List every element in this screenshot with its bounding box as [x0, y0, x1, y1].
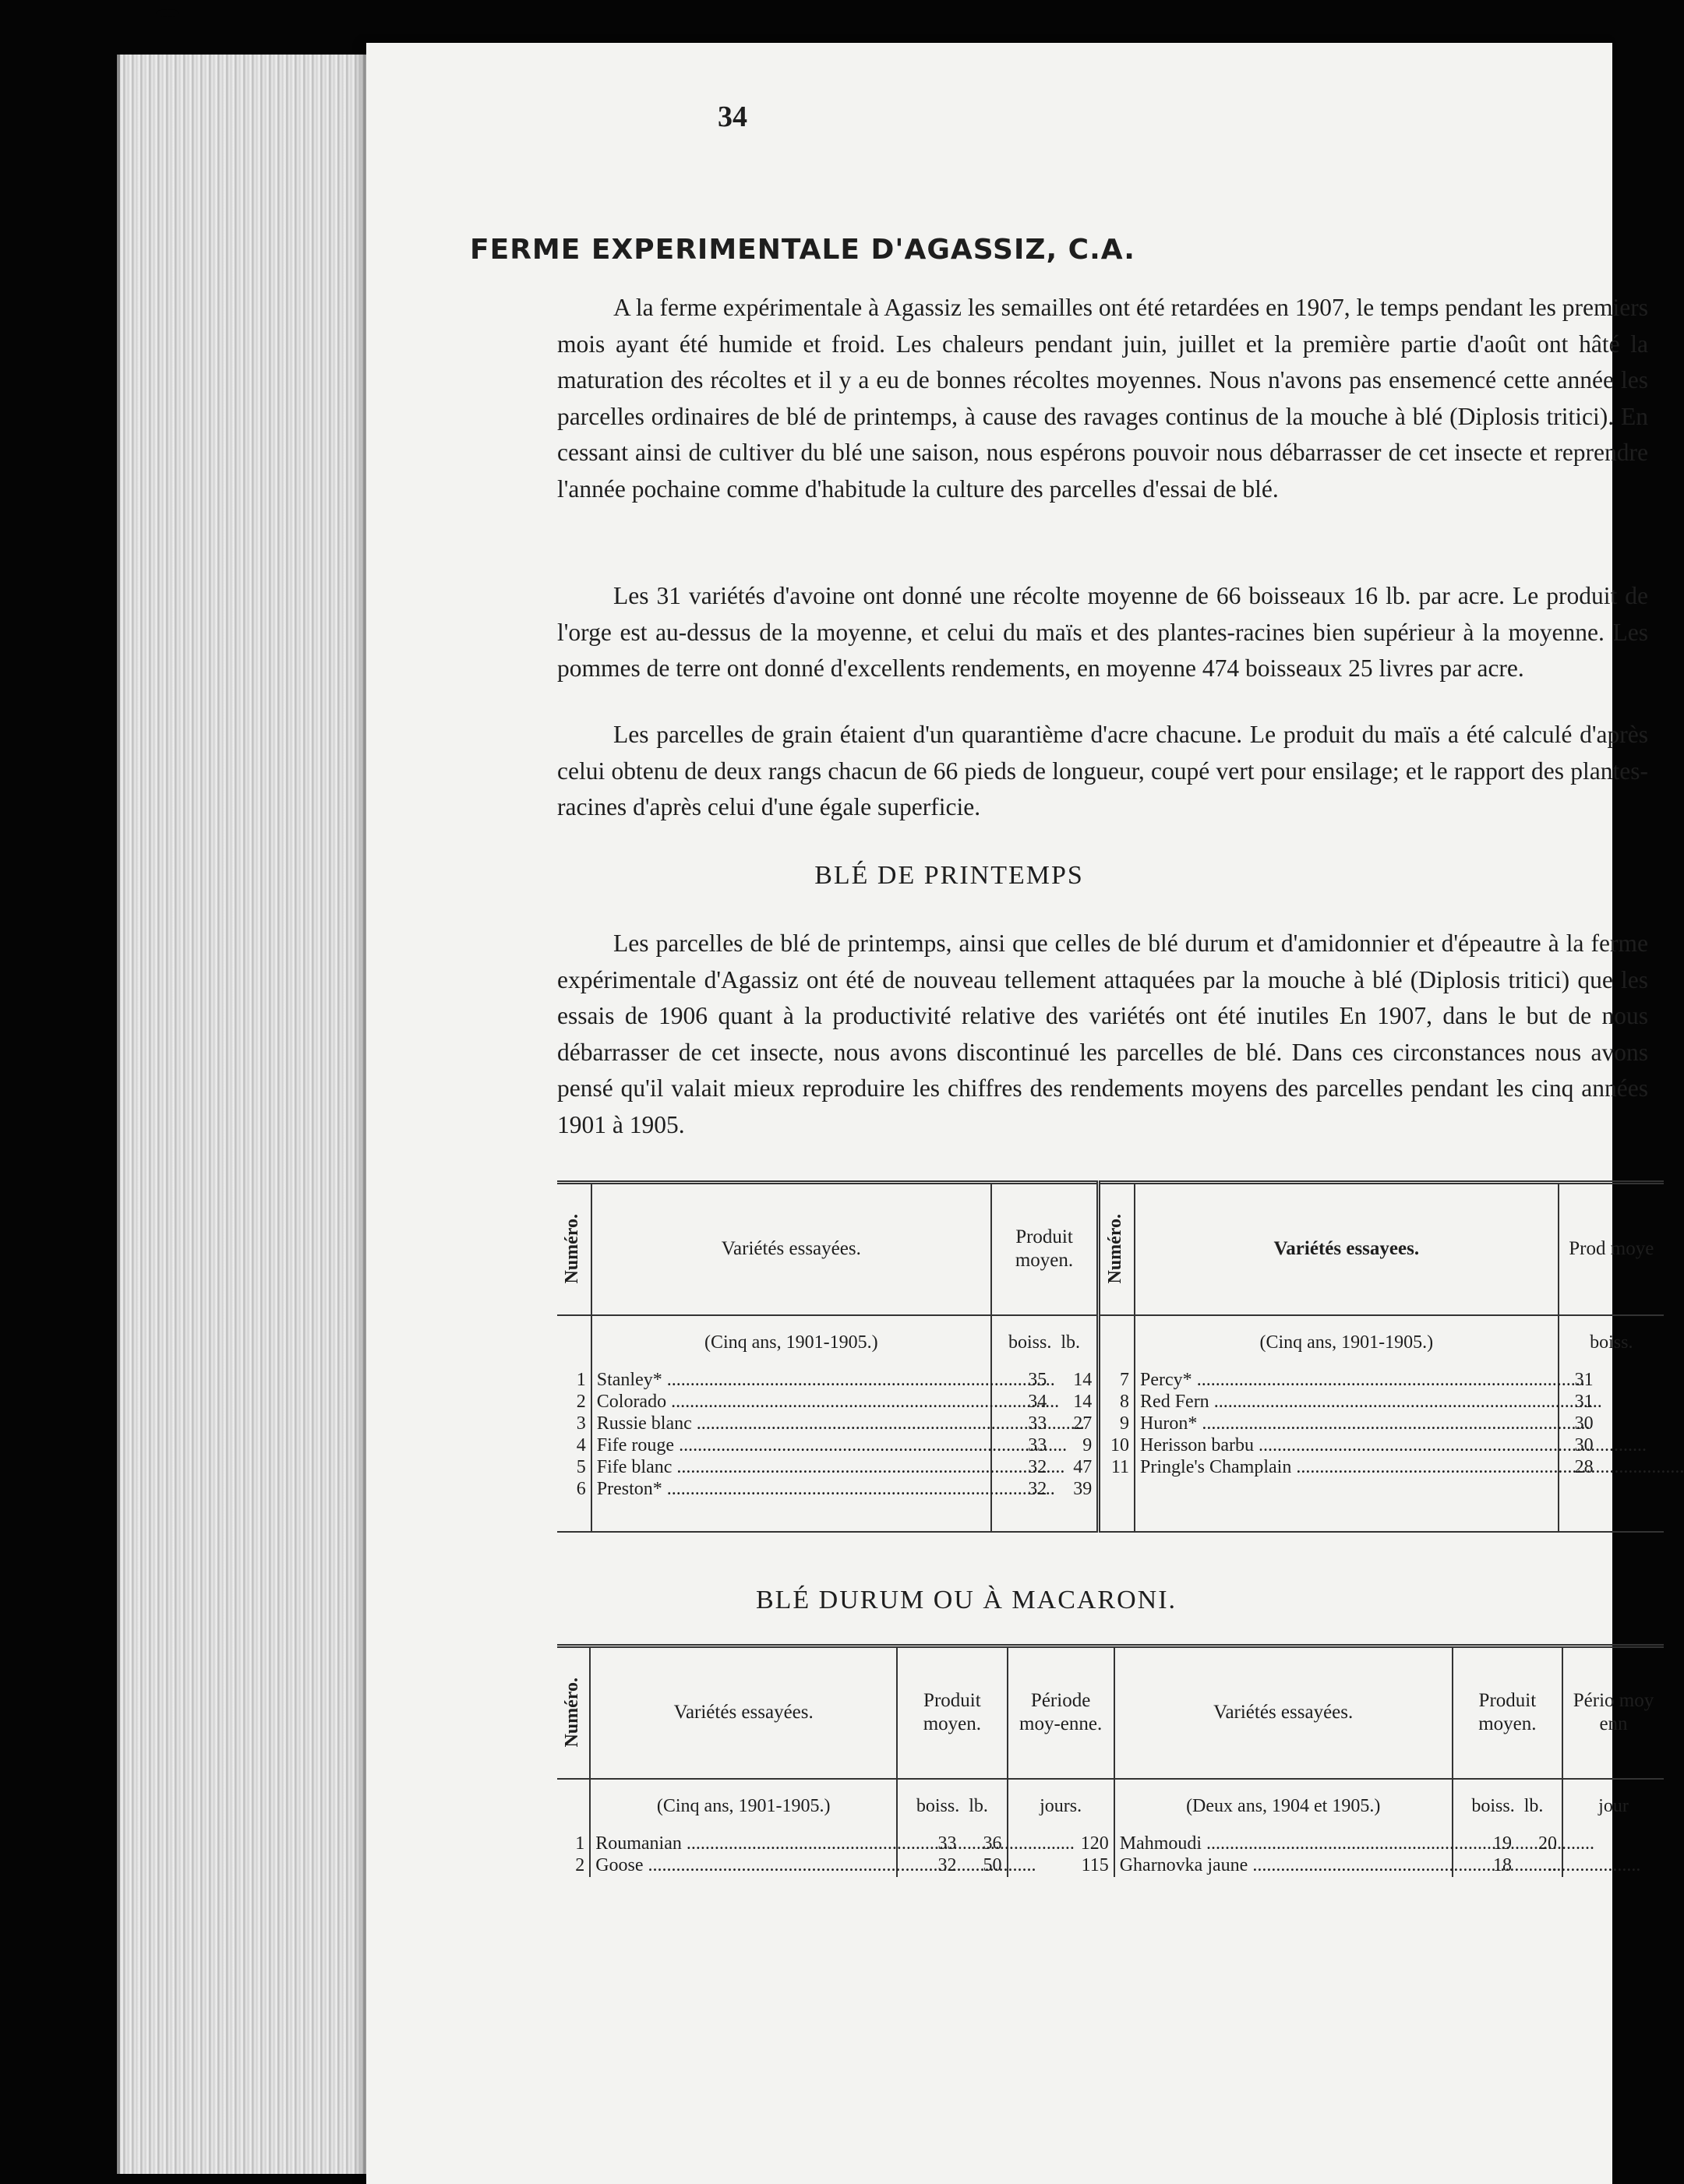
row-number-2: 9 [1099, 1413, 1135, 1435]
col-header-produit: Produit moyen. [897, 1646, 1007, 1779]
table-row [557, 1855, 1664, 1877]
subheader-years: (Cinq ans, 1901-1905.) [591, 1315, 991, 1370]
subheader-jours: jours. [1008, 1779, 1114, 1833]
subheader-years-2: (Deux ans, 1904 et 1905.) [1114, 1779, 1453, 1833]
yield-cell: 32 39 [991, 1479, 1099, 1501]
page-title: FERME EXPERIMENTALE D'AGASSIZ, C.A. [470, 234, 1135, 266]
col-header-produit: Produit moyen. [991, 1183, 1099, 1315]
period-cell: 120 [1008, 1833, 1114, 1855]
row-number: 1 [576, 1370, 586, 1390]
table-ble-printemps-body [557, 1370, 1664, 1501]
col-header-numero-2: Numéro. [1099, 1183, 1135, 1315]
variety-name: Russie blanc ..... [591, 1413, 991, 1435]
yield-cell: 32 47 [991, 1457, 1099, 1479]
col-header-varietes-2: Variétés essayées. [1114, 1646, 1453, 1779]
variety-name: Stanley* ..... [591, 1370, 991, 1392]
table-row [557, 1413, 1664, 1435]
variety-name-2: Red Fern ..... [1135, 1392, 1559, 1413]
paragraph-1: A la ferme expérimentale à Agassiz les semailles ont été retardées en 1907, le temps pendant les premiers mois ayant été humide et froid. Les chaleurs pendant juin, juillet et la première partie d'août ont hâté la maturation des récoltes et il y a eu de bonnes récoltes moyennes. Nous n'avons pas ensemencé cette année les parcelles ordinaires de blé de printemps, à cause des ravages continus de la mouche à blé (Diplosis tritici). En cessant ainsi de cultiver du blé une saison, nous espérons pouvoir nous débarrasser de cet insecte et reprendre l'année pochaine comme d'habitude la culture des parcelles d'essai de blé. [557, 294, 1648, 503]
row-number: 3 [576, 1413, 586, 1434]
variety-name-2: Mahmoudi ..... [1114, 1833, 1453, 1855]
book-page-edges [117, 55, 385, 2174]
yield-cell: 33 36 [897, 1833, 1007, 1855]
yield-cell-2: 31 [1559, 1370, 1664, 1392]
variety-name-2: Herisson barbu ..... [1135, 1435, 1559, 1457]
variety-name: Roumanian ..... [590, 1833, 897, 1855]
paragraph-4: Les parcelles de blé de printemps, ainsi que celles de blé durum et d'amidonnier et d'épeautre à la ferme expérimentale d'Agassiz ont été de nouveau tellement attaquées par la mouche à blé (Diplosis tritici) que les essais de 1906 quant à la productivité relative des variétés ont été inutiles En 1907, dans le but de nous débarrasser de cet insecte, nous avons discontinué les parcelles de blé. Dans ces circonstances nous avons pensé qu'il valait mieux reproduire les chiffres des rendements moyens des parcelles pendant les cinq années 1901 à 1905. [557, 930, 1648, 1138]
paragraph-3: Les parcelles de grain étaient d'un quarantième d'acre chacune. Le produit du maïs a été calculé d'après celui obtenu de deux rangs chacun de 66 pieds de longueur, coupé vert pour ensilage; et le rapport des plantes-racines d'après celui d'une égale superficie. [557, 721, 1648, 820]
col-header-numero: Numéro. [562, 1678, 582, 1748]
col-header-periode: Période moy-enne. [1008, 1646, 1114, 1779]
subheader-units: boiss. lb. [897, 1779, 1007, 1833]
subheader-units-2: boiss. [1559, 1315, 1664, 1370]
row-number-2: 11 [1099, 1457, 1135, 1479]
table-row [557, 1392, 1664, 1413]
paragraph-2: Les 31 variétés d'avoine ont donné une récolte moyenne de 66 boisseaux 16 lb. par acre. Le produit de l'orge est au-dessus de la moyenne, et celui du maïs et des plantes-racines bien supérieur à la moyenne. Les pommes de terre ont donné d'excellents rendements, en moyenne 474 boisseaux 25 livres par acre. [557, 582, 1648, 682]
row-number-2: 8 [1099, 1392, 1135, 1413]
period-cell: 115 [1008, 1855, 1114, 1877]
scan-smudge [156, 9, 179, 17]
col-header-numero: Numéro. [562, 1214, 582, 1285]
subheader-units: boiss. lb. [991, 1315, 1099, 1370]
row-number: 6 [576, 1479, 586, 1499]
yield-cell-2: 18 .. [1453, 1855, 1562, 1877]
yield-cell: 32 50 [897, 1855, 1007, 1877]
variety-name-2: Pringle's Champlain ..... [1135, 1457, 1559, 1479]
subheader-units-2: boiss. lb. [1453, 1779, 1562, 1833]
yield-cell-2: 19 20 [1453, 1833, 1562, 1855]
col-header-produit-2: Produit moyen. [1453, 1646, 1562, 1779]
col-header-varietes: Variétés essayées. [591, 1183, 991, 1315]
yield-cell: 33 9 [991, 1435, 1099, 1457]
section-heading-ble-printemps: BLÉ DE PRINTEMPS [814, 861, 1084, 890]
col-header-varietes: Variétés essayées. [590, 1646, 897, 1779]
variety-name: Fife rouge ..... [591, 1435, 991, 1457]
row-number: 2 [576, 1392, 586, 1412]
variety-name-2: Gharnovka jaune ..... [1114, 1855, 1453, 1877]
table-row [557, 1370, 1664, 1392]
variety-name: Goose ..... [590, 1855, 897, 1877]
page-number: 34 [718, 101, 747, 133]
col-header-varietes-2: Variétés essayees. [1135, 1183, 1559, 1315]
subheader-jours-2: jour [1562, 1779, 1664, 1833]
yield-cell-2: 31 [1559, 1392, 1664, 1413]
table-ble-durum-body [557, 1833, 1664, 1877]
yield-cell: 33 27 [991, 1413, 1099, 1435]
row-number: 4 [576, 1435, 586, 1455]
yield-cell-2: 30 [1559, 1435, 1664, 1457]
yield-cell-2 [1559, 1479, 1664, 1501]
yield-cell: 35 14 [991, 1370, 1099, 1392]
row-number-2: 7 [1099, 1370, 1135, 1392]
subheader-years: (Cinq ans, 1901-1905.) [590, 1779, 897, 1833]
row-number: 1 [575, 1833, 585, 1854]
row-number: 5 [576, 1457, 586, 1477]
table-ble-printemps [557, 1180, 1664, 1533]
yield-cell: 34 14 [991, 1392, 1099, 1413]
variety-name: Preston* ..... [591, 1479, 991, 1501]
variety-name-2: Huron* ..... [1135, 1413, 1559, 1435]
variety-name-2: Percy* ..... [1135, 1370, 1559, 1392]
table-row [557, 1479, 1664, 1501]
yield-cell-2: 30 [1559, 1413, 1664, 1435]
col-header-produit-2: Prod moye [1559, 1183, 1664, 1315]
table-row [557, 1435, 1664, 1457]
section-heading-ble-durum: BLÉ DURUM OU À MACARONI. [755, 1586, 1177, 1614]
row-number-2 [1099, 1479, 1135, 1501]
table-row [557, 1833, 1664, 1855]
subheader-years-2: (Cinq ans, 1901-1905.) [1135, 1315, 1559, 1370]
table-row [557, 1457, 1664, 1479]
table-ble-durum [557, 1644, 1664, 1877]
row-number-2: 10 [1099, 1435, 1135, 1457]
col-header-periode-2: Pério moy enn [1562, 1646, 1664, 1779]
variety-name: Colorado ..... [591, 1392, 991, 1413]
variety-name: Fife blanc ..... [591, 1457, 991, 1479]
variety-name-2 [1135, 1479, 1559, 1501]
yield-cell-2: 28 [1559, 1457, 1664, 1479]
row-number: 2 [575, 1855, 585, 1875]
